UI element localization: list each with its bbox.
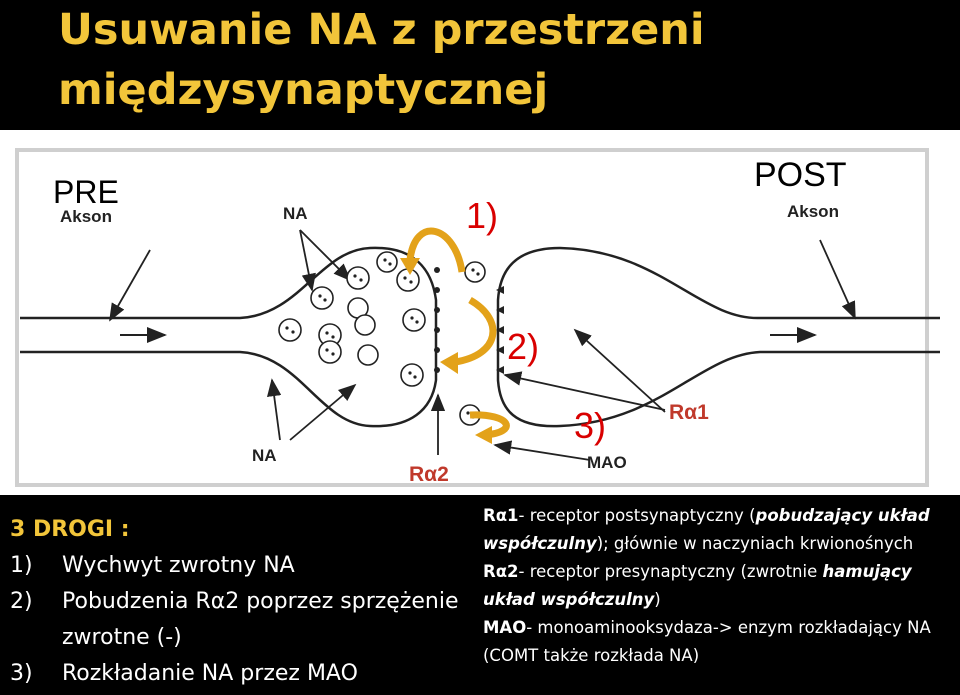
list-item-number: 2): [10, 589, 33, 614]
reuptake-arrow: [410, 231, 462, 272]
step-3-label: 3): [574, 405, 607, 446]
step-1-label: 1): [466, 195, 499, 236]
mao-text1: - monoaminooksydaza-> enzym rozkładający NA (COMT także rozkłada NA): [483, 618, 931, 665]
synapse-diagram: [0, 130, 960, 495]
postsynaptic-terminal: [498, 248, 940, 426]
ra1-text2: ); głównie w naczyniach krwionośnych: [596, 534, 914, 553]
na-label-bottom: NA: [252, 446, 277, 465]
pre-label: PRE: [53, 174, 119, 210]
akson-label-left: Akson: [60, 207, 112, 226]
ra2-definition: [483, 558, 953, 614]
post-label: POST: [754, 156, 847, 194]
list-item: [10, 656, 470, 692]
na-pointer-3: [272, 380, 280, 440]
ra1-abbr: Rα1: [483, 506, 519, 525]
step-2-label: 2): [507, 326, 540, 367]
akson-pointer-right: [820, 240, 855, 318]
definitions: [483, 502, 953, 670]
akson-label-right: Akson: [787, 202, 839, 221]
list-item-text: Wychwyt zwrotny NA: [62, 553, 295, 578]
ra2-emphasis: hamujący układ współczulny: [483, 562, 912, 609]
presynaptic-terminal: [20, 248, 436, 426]
mao-abbr: MAO: [483, 618, 527, 637]
list-item-number: 1): [10, 553, 33, 578]
ra1-label: Rα1: [669, 401, 709, 424]
list-item-text: Pobudzenia Rα2 poprzez sprzężenie zwrotne (-): [62, 589, 459, 650]
akson-pointer-left: [110, 250, 150, 320]
ra2-label: Rα2: [409, 463, 449, 486]
mao-definition: [483, 614, 953, 670]
ra2-text2: ): [654, 590, 661, 609]
list-item-number: 3): [10, 661, 33, 686]
ra2-text1: - receptor presynaptyczny (zwrotnie: [518, 562, 823, 581]
mao-label: MAO: [587, 453, 627, 472]
list-item-text: Rozkładanie NA przez MAO: [62, 661, 358, 686]
ra2-feedback-arrow: [455, 300, 493, 362]
ra1-emphasis: pobudzający układ współczulny: [483, 506, 930, 553]
pathway-arrows: [410, 231, 506, 435]
ra1-definition: [483, 502, 953, 558]
list-item: [10, 584, 470, 656]
na-label-top: NA: [283, 204, 308, 223]
mao-pointer: [495, 445, 590, 460]
pathways-list: [10, 512, 470, 692]
pathways-heading: 3 DROGI :: [10, 517, 130, 542]
ra2-abbr: Rα2: [483, 562, 519, 581]
na-pointer-4: [290, 385, 355, 440]
ra1-text1: - receptor postsynaptyczny (: [518, 506, 756, 525]
list-item: [10, 548, 470, 584]
slide-title: Usuwanie NA z przestrzeni międzysynaptycznej: [58, 5, 705, 115]
